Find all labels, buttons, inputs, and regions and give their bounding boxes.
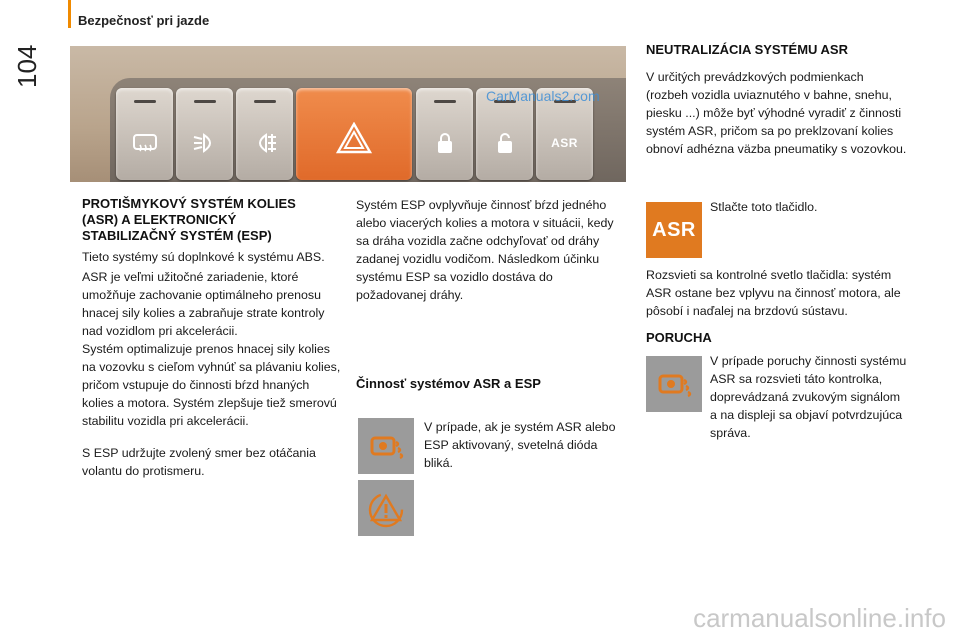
- col3-paragraph-1: V určitých prevádzkových podmienkach (rozbeh vozidla uviaznutého v bahne, snehu, piesku ...) môže byť výhodné vyradiť z činnosti systém ASR, pričom sa po preklzovaní kolies obnoví adhézna väzba pneumatiky s vozovkou.: [646, 70, 907, 156]
- front-fog-icon: [190, 131, 220, 155]
- asr-warning-light: [358, 418, 414, 474]
- esp-warning-light: [358, 480, 414, 536]
- asr-button-label: ASR: [551, 136, 578, 150]
- section-title: Bezpečnosť pri jazde: [78, 13, 210, 28]
- col2-paragraph-1: Systém ESP ovplyvňuje činnosť bŕzd jedného alebo viacerých kolies a motora v situácii, kedy sa dráha vozidla začne odchyľovať od dráhy zadanej vozidlu vodičom. Následkom účinku systému ESP sa vozidlo dostáva do požadovanej dráhy.: [356, 198, 614, 302]
- rear-fog-icon: [250, 131, 280, 155]
- fault-title: PORUCHA: [646, 330, 712, 345]
- asr-esp-title: PROTIŠMYKOVÝ SYSTÉM KOLIES (ASR) A ELEKTRONICKÝ STABILIZAČNÝ SYSTÉM (ESP): [82, 196, 296, 243]
- col1-paragraph-4: S ESP udržujte zvolený smer bez otáčania volantu do protismeru.: [82, 446, 316, 478]
- unlock-icon: [490, 131, 520, 155]
- operation-title: Činnosť systémov ASR a ESP: [356, 376, 541, 391]
- asr-switch-icon: [646, 202, 702, 258]
- front-fog-button: [176, 88, 233, 180]
- lock-icon: [430, 131, 460, 155]
- col1-paragraph-3: Systém optimalizuje prenos hnacej sily kolies na vozovku s cieľom vyhnúť sa plávaniu kolies, pričom vstupuje do činnosti bŕzd hnaných kolies a motora. Systém zlepšuje tiež smerovú stabilitu vozidla pri akcelerácii.: [82, 342, 341, 428]
- col3-paragraph-2: Stlačte toto tlačidlo.: [710, 200, 818, 214]
- col2-paragraph-2: V prípade, ak je systém ASR alebo ESP aktivovaný, svetelná dióda bliká.: [424, 420, 616, 470]
- footer-watermark: carmanualsonline.info: [693, 603, 946, 633]
- asr-neutralization-title: NEUTRALIZÁCIA SYSTÉMU ASR: [646, 42, 848, 57]
- dashboard-panel-image: [70, 46, 626, 182]
- panel-watermark: CarManuals2.com: [486, 88, 600, 104]
- col1-paragraph-2: ASR je veľmi užitočné zariadenie, ktoré umožňuje zachovanie optimálneho prenosu hnacej sily kolies a zabraňuje strate kontroly nad vozidlom pri akcelerácii.: [82, 270, 325, 338]
- rear-defrost-button: [116, 88, 173, 180]
- col1-paragraph-1: Tieto systémy sú doplnkové k systému ABS.: [82, 250, 325, 264]
- skid-car-icon: [364, 428, 408, 464]
- section-accent-bar: [68, 0, 71, 28]
- asr-switch-label: ASR: [652, 218, 696, 241]
- skid-car-icon: [652, 366, 696, 402]
- central-lock-button: [416, 88, 473, 180]
- hazard-triangle-icon: [336, 122, 372, 154]
- warning-triangle-icon: [364, 488, 408, 528]
- rear-defrost-icon: [130, 131, 160, 155]
- asr-fault-light: [646, 356, 702, 412]
- hazard-button: [296, 88, 412, 180]
- col3-paragraph-3: Rozsvieti sa kontrolné svetlo tlačidla: systém ASR ostane bez vplyvu na činnosť motora, ale pôsobí i naďalej na brzdovú sústavu.: [646, 268, 901, 318]
- rear-fog-button: [236, 88, 293, 180]
- col3-paragraph-4: V prípade poruchy činnosti systému ASR sa rozsvieti táto kontrolka, doprevádzaná zvukovým signálom a na displeji sa objaví potvrdzujúca správa.: [710, 354, 907, 440]
- page-number: 104: [12, 44, 42, 88]
